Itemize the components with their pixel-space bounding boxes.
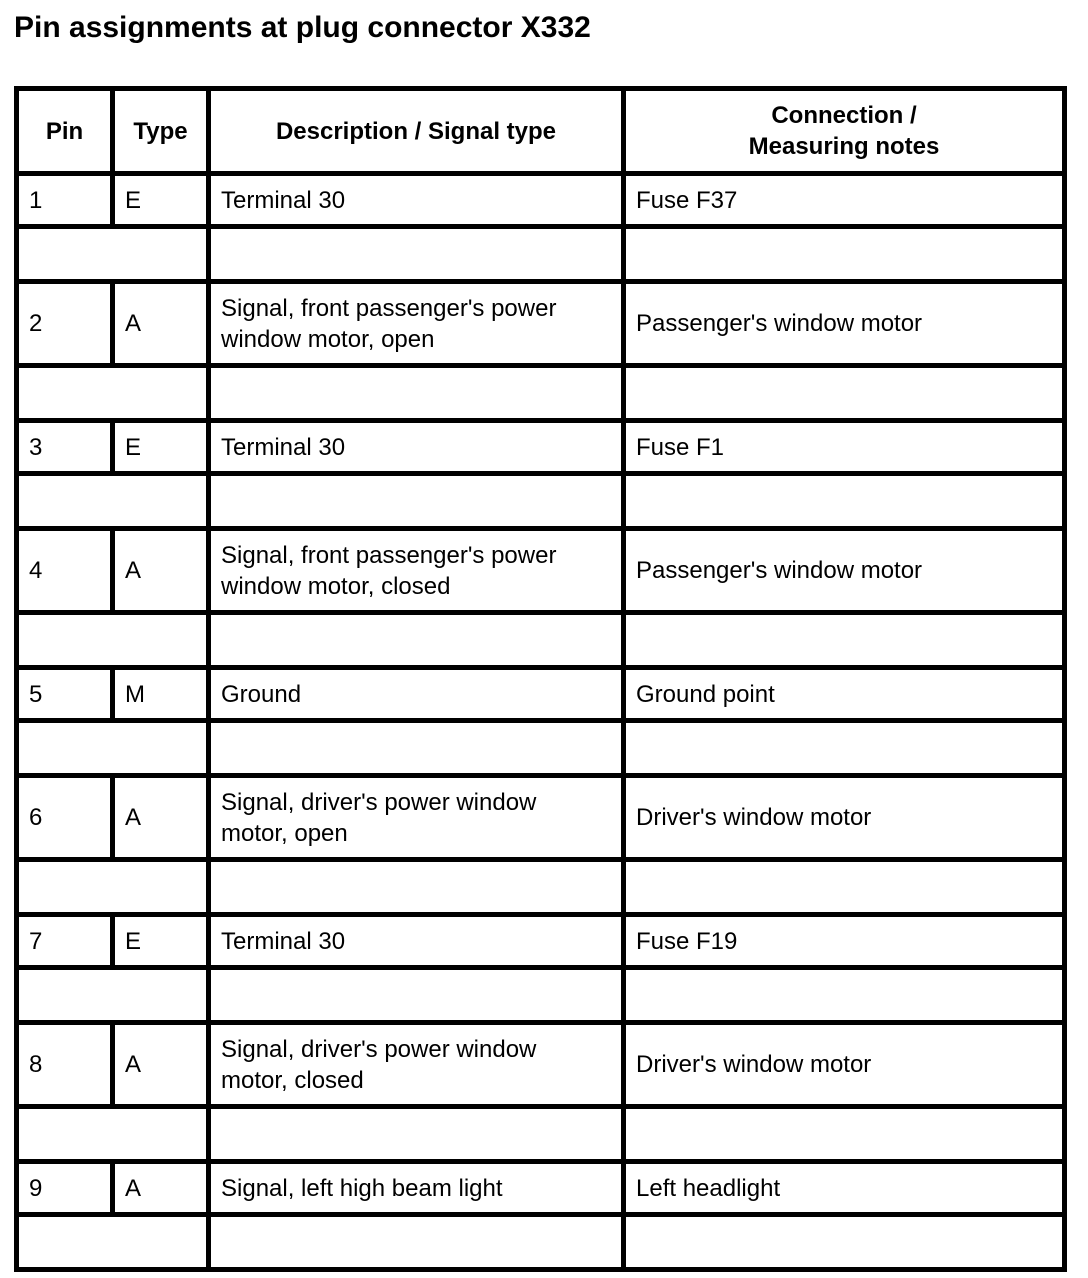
header-description: Description / Signal type [209, 89, 624, 174]
pin-cell: 2 [17, 282, 113, 366]
description-cell: Signal, left high beam light [209, 1162, 624, 1215]
spacer-row [17, 474, 1065, 529]
description-cell: Terminal 30 [209, 915, 624, 968]
type-cell: A [113, 1162, 209, 1215]
type-cell: A [113, 529, 209, 613]
type-cell: A [113, 776, 209, 860]
pin-cell: 5 [17, 668, 113, 721]
connection-cell: Ground point [624, 668, 1065, 721]
table-row [17, 282, 1065, 366]
table-header-row [17, 89, 1065, 174]
type-cell: E [113, 421, 209, 474]
pin-cell: 9 [17, 1162, 113, 1215]
description-line: motor, open [221, 819, 348, 847]
table-row [17, 174, 1065, 227]
connection-cell: Driver's window motor [624, 1023, 1065, 1107]
table-row [17, 915, 1065, 968]
description-line: Signal, front passenger's power [221, 541, 557, 569]
description-line: Signal, front passenger's power [221, 294, 557, 322]
spacer-row [17, 860, 1065, 915]
spacer-row [17, 613, 1065, 668]
pin-cell: 3 [17, 421, 113, 474]
spacer-row [17, 366, 1065, 421]
description-cell [209, 282, 624, 366]
spacer-row [17, 1215, 1065, 1270]
table-row [17, 1023, 1065, 1107]
spacer-row [17, 227, 1065, 282]
header-type: Type [113, 89, 209, 174]
description-line: Signal, driver's power window [221, 788, 537, 816]
type-cell: A [113, 1023, 209, 1107]
type-cell: M [113, 668, 209, 721]
description-cell [209, 776, 624, 860]
table-row [17, 1162, 1065, 1215]
table-row [17, 776, 1065, 860]
pin-cell: 4 [17, 529, 113, 613]
header-connection-line2: Measuring notes [748, 133, 940, 160]
connection-cell: Passenger's window motor [624, 529, 1065, 613]
description-cell: Terminal 30 [209, 421, 624, 474]
description-line: motor, closed [221, 1066, 364, 1094]
description-line: window motor, open [221, 325, 435, 353]
table-row [17, 668, 1065, 721]
description-cell: Ground [209, 668, 624, 721]
table-row [17, 421, 1065, 474]
pin-cell: 1 [17, 174, 113, 227]
description-line: window motor, closed [221, 572, 451, 600]
pin-cell: 8 [17, 1023, 113, 1107]
table-row [17, 529, 1065, 613]
connection-cell: Driver's window motor [624, 776, 1065, 860]
description-line: Signal, driver's power window [221, 1035, 537, 1063]
connection-cell: Fuse F19 [624, 915, 1065, 968]
connection-cell: Left headlight [624, 1162, 1065, 1215]
header-connection [624, 89, 1065, 174]
connection-cell: Fuse F1 [624, 421, 1065, 474]
spacer-row [17, 968, 1065, 1023]
type-cell: A [113, 282, 209, 366]
spacer-row [17, 1107, 1065, 1162]
spacer-row [17, 721, 1065, 776]
description-cell [209, 529, 624, 613]
pin-cell: 6 [17, 776, 113, 860]
header-pin: Pin [17, 89, 113, 174]
type-cell: E [113, 915, 209, 968]
pin-assignment-table [14, 86, 1067, 1272]
connection-cell: Passenger's window motor [624, 282, 1065, 366]
description-cell [209, 1023, 624, 1107]
page-title: Pin assignments at plug connector X332 [14, 11, 591, 44]
description-cell: Terminal 30 [209, 174, 624, 227]
pin-cell: 7 [17, 915, 113, 968]
connection-cell: Fuse F37 [624, 174, 1065, 227]
type-cell: E [113, 174, 209, 227]
header-connection-line1: Connection / [771, 102, 917, 129]
